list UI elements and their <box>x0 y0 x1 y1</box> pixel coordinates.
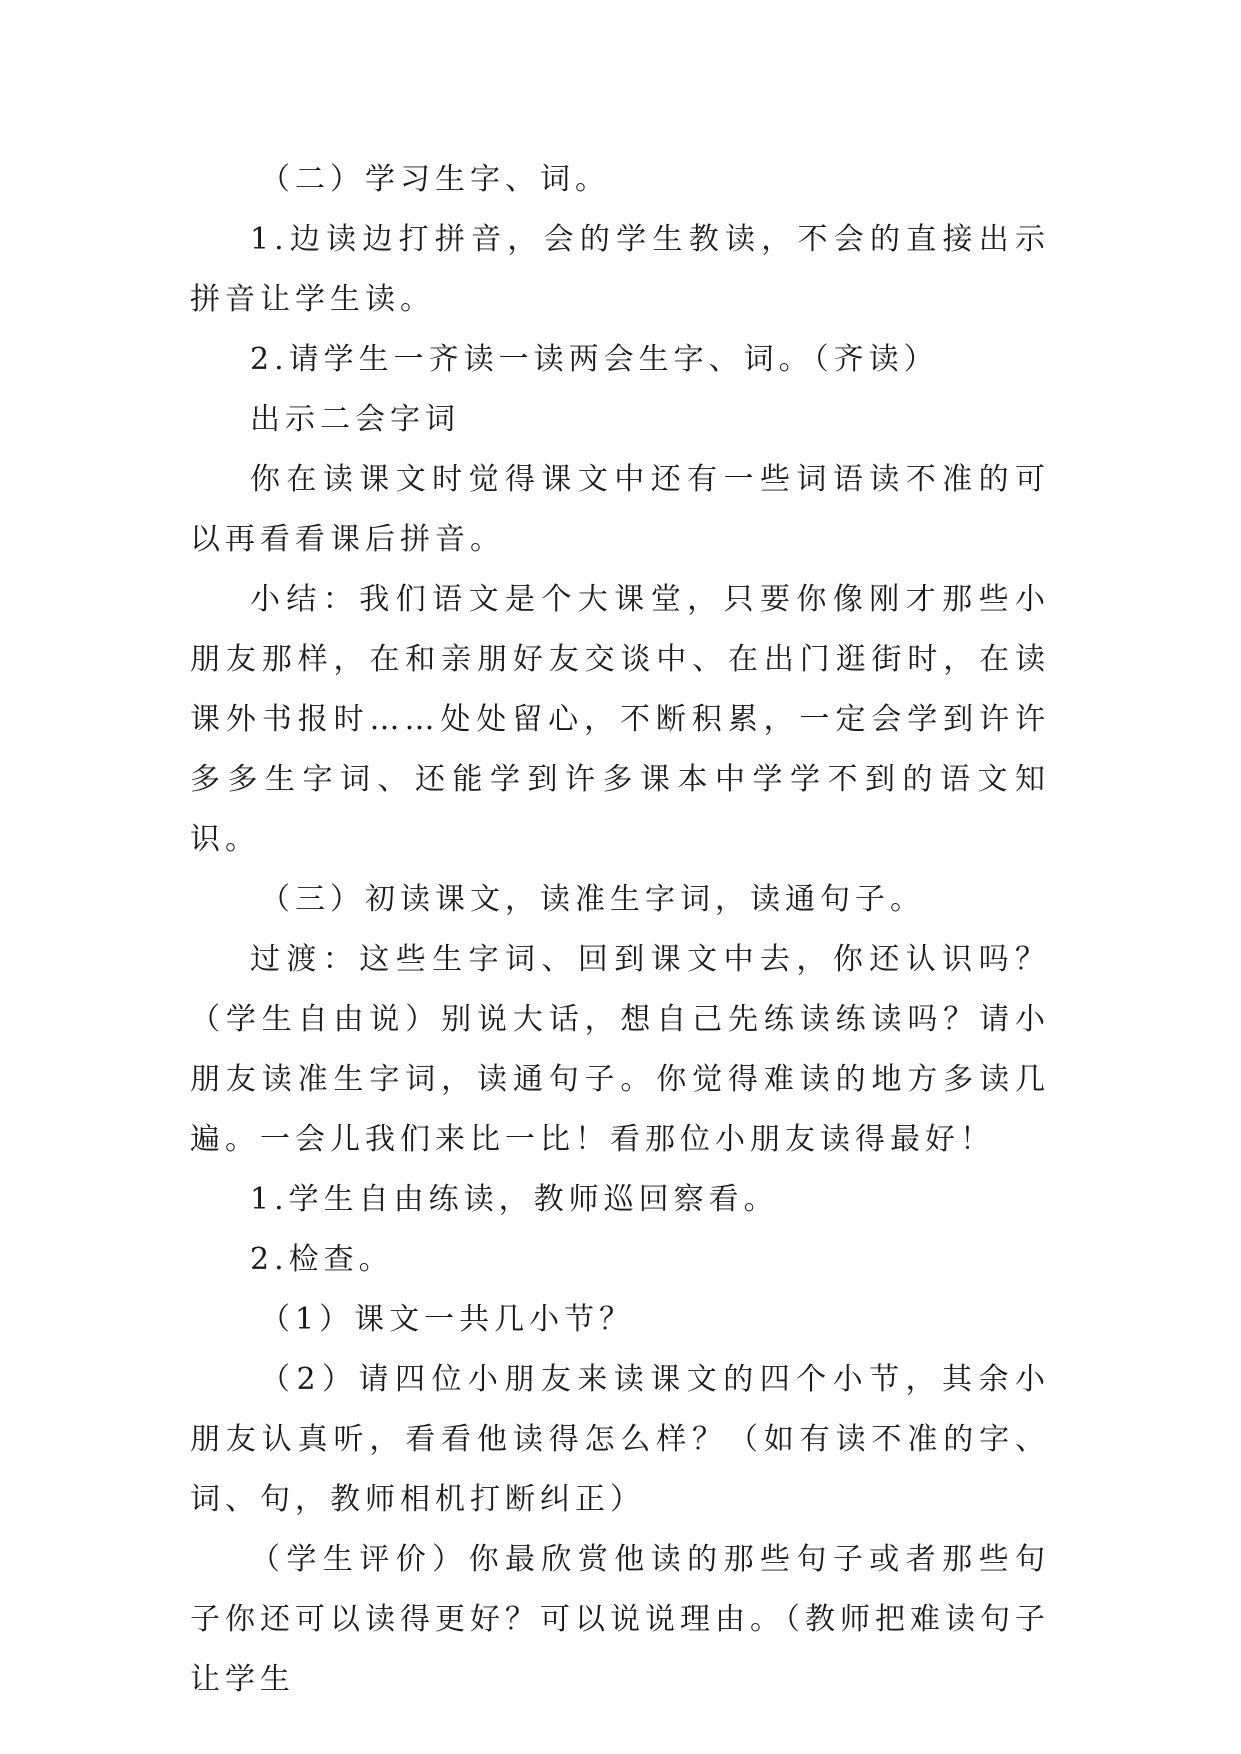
transition-paragraph: 过渡：这些生字词、回到课文中去，你还认识吗？（学生自由说）别说大话，想自己先练读练读吗？请小朋友读准生字词，读通句子。你觉得难读的地方多读几遍。一会儿我们来比一比！看那位小朋友读得最好！ <box>190 942 1050 1157</box>
paragraph: 出示二会字词 <box>250 402 460 437</box>
paragraph: 你在读课文时觉得课文中还有一些词语读不准的可以再看看课后拼音。 <box>190 462 1050 557</box>
paragraph: 2.检查。 <box>250 1242 394 1277</box>
document-body <box>190 150 1050 1710</box>
paragraph: 1.学生自由练读，教师巡回察看。 <box>250 1182 779 1217</box>
paragraph: 2.请学生一齐读一读两会生字、词。（齐读） <box>250 342 939 377</box>
sub-item: （2）请四位小朋友来读课文的四个小节，其余小朋友认真听，看看他读得怎么样？（如有读不准的字、词、句，教师相机打断纠正） <box>190 1362 1050 1517</box>
paragraph: 1.边读边打拼音，会的学生教读，不会的直接出示拼音让学生读。 <box>190 222 1050 317</box>
summary-paragraph: 小结：我们语文是个大课堂，只要你像刚才那些小朋友那样，在和亲朋好友交谈中、在出门逛街时，在读课外书报时……处处留心，不断积累，一定会学到许许多多生字词、还能学到许多课本中学学不到的语文知识。 <box>190 582 1050 857</box>
section-heading-2: （二）学习生字、词。 <box>260 162 610 197</box>
sub-item: （1）课文一共几小节？ <box>260 1302 635 1337</box>
section-heading-3: （三）初读课文，读准生字词，读通句子。 <box>260 882 925 917</box>
paragraph: （学生评价）你最欣赏他读的那些句子或者那些句子你还可以读得更好？可以说说理由。（教师把难读句子让学生 <box>190 1542 1050 1697</box>
